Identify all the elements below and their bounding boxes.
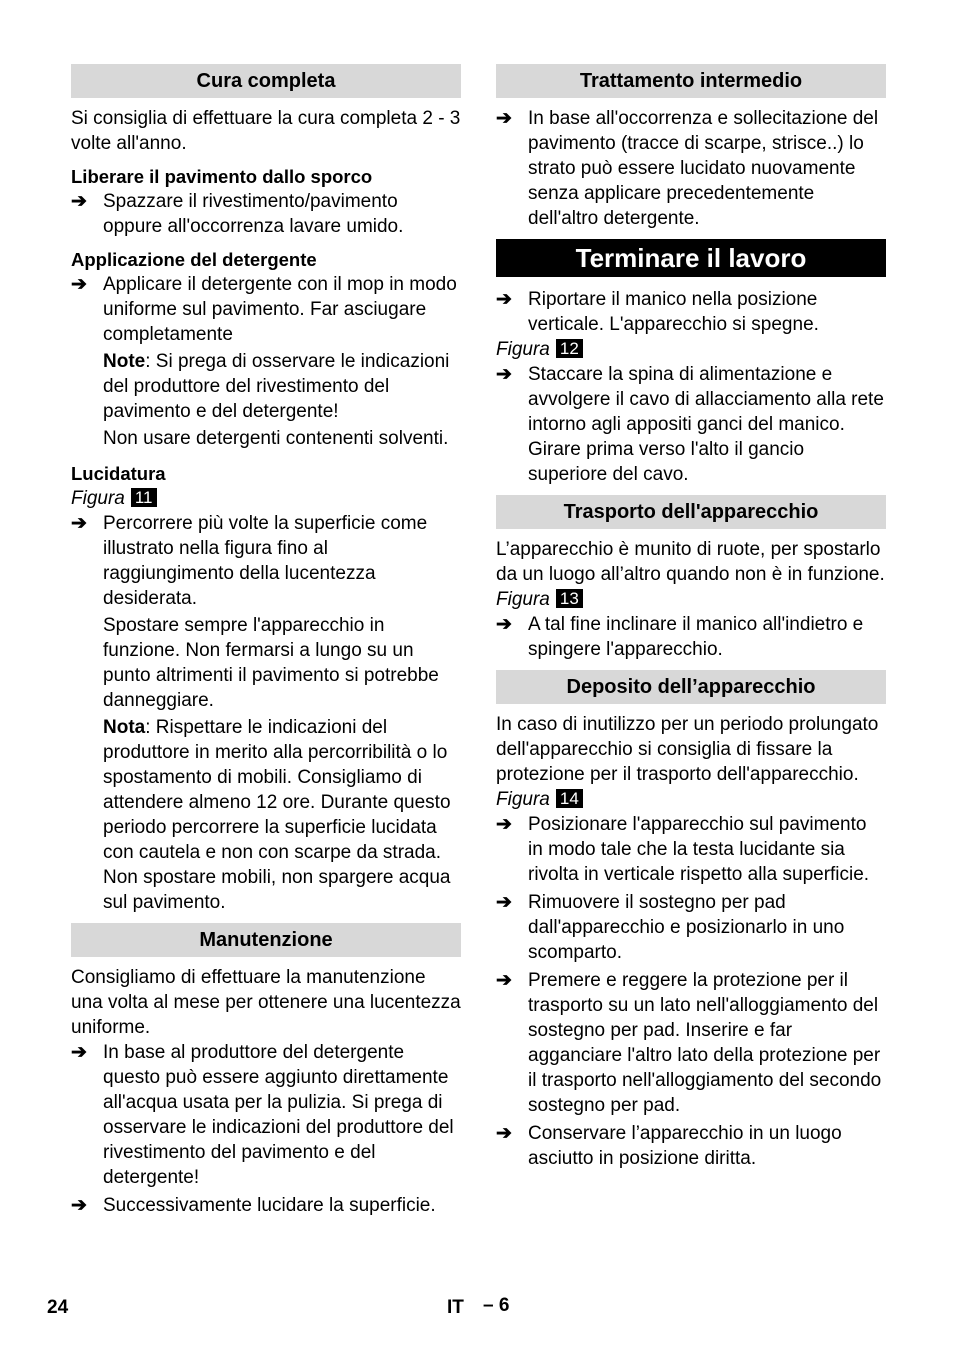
arrow-right-icon: ➔	[71, 191, 87, 212]
subheading: Applicazione del detergente	[71, 249, 317, 270]
figure-number-badge: 13	[556, 589, 583, 608]
section-heading-cura-completa: Cura completa	[71, 64, 461, 98]
left-column	[71, 64, 461, 1218]
arrow-right-icon: ➔	[496, 614, 512, 635]
list-item: ➔ Rimuovere il sostegno per pad dall'apparecchio e posizionarlo in uno scomparto.	[496, 892, 845, 963]
arrow-right-icon: ➔	[496, 108, 512, 129]
paragraph: In caso di inutilizzo per un periodo prolungato dell'apparecchio si consiglia di fissare la protezione per il trasporto dell'apparecchio.	[496, 714, 879, 785]
figure-reference: Figura 14	[496, 787, 886, 812]
arrow-right-icon: ➔	[496, 970, 512, 991]
list-item: ➔ In base all'occorrenza e sollecitazione del pavimento (tracce di scarpe, strisce..) lo strato può essere lucidato nuovamente senza applicare precedentemente dell'altro detergente.	[496, 108, 879, 229]
list-item: ➔ Staccare la spina di alimentazione e avvolgere il cavo di allacciamento alla rete intorno agli appositi ganci del manico. Girare prima verso l'alto il gancio superiore del cavo.	[496, 364, 884, 485]
paragraph: Si consiglia di effettuare la cura completa 2 - 3 volte all'anno.	[71, 108, 461, 154]
list-item: ➔ Spazzare il rivestimento/pavimento oppure all'occorrenza lavare umido.	[71, 191, 404, 237]
list-item: ➔ Percorrere più volte la superficie come illustrato nella figura fino al raggiungimento della lucentezza desiderata.	[71, 513, 428, 609]
list-item: ➔ Conservare l’apparecchio in un luogo asciutto in posizione diritta.	[496, 1123, 842, 1169]
paragraph: Non usare detergenti contenenti solventi.	[103, 428, 449, 449]
arrow-right-icon: ➔	[496, 289, 512, 310]
paragraph: L’apparecchio è munito di ruote, per spostarlo da un luogo all’altro quando non è in funzione.	[496, 539, 885, 585]
figure-reference: Figura 12	[496, 337, 886, 362]
list-item: ➔ Riportare il manico nella posizione verticale. L'apparecchio si spegne.	[496, 289, 819, 335]
sub-page-number: – 6	[483, 1295, 510, 1316]
figure-number-badge: 12	[556, 339, 583, 358]
figure-number-badge: 14	[556, 789, 583, 808]
note: Note: Si prega di osservare le indicazioni del produttore del rivestimento del pavimento e del detergente!	[103, 351, 450, 422]
section-heading-manutenzione: Manutenzione	[71, 923, 461, 957]
chapter-heading-terminare: Terminare il lavoro	[496, 239, 886, 277]
right-column	[496, 64, 886, 1171]
arrow-right-icon: ➔	[71, 274, 87, 295]
list-item: ➔ A tal fine inclinare il manico all'indietro e spingere l'apparecchio.	[496, 614, 864, 660]
section-heading-trasporto: Trasporto dell'apparecchio	[496, 495, 886, 529]
section-heading-deposito: Deposito dell’apparecchio	[496, 670, 886, 704]
list-item: ➔ Successivamente lucidare la superficie.	[71, 1195, 436, 1216]
arrow-right-icon: ➔	[71, 1195, 87, 1216]
list-item: ➔ Premere e reggere la protezione per il trasporto su un lato nell'alloggiamento del sostegno per pad. Inserire e far agganciare l'altro lato della protezione per il trasporto nell'alloggiamento del secondo sostegno per pad.	[496, 970, 882, 1116]
note: Nota: Rispettare le indicazioni del produttore in merito alla percorribilità o lo spostamento di mobili. Consigliamo di attendere almeno 12 ore. Durante questo periodo percorrere la superficie lucidata con cautela e non con scarpe da strada. Non spostare mobili, non spargere acqua sul pavimento.	[103, 717, 451, 913]
arrow-right-icon: ➔	[496, 1123, 512, 1144]
arrow-right-icon: ➔	[496, 814, 512, 835]
figure-reference: Figura 11	[71, 486, 461, 511]
arrow-right-icon: ➔	[71, 513, 87, 534]
list-item: ➔ Posizionare l'apparecchio sul pavimento in modo tale che la testa lucidante sia rivolta in verticale rispetto alla superficie.	[496, 814, 870, 885]
arrow-right-icon: ➔	[71, 1042, 87, 1063]
language-code: IT	[447, 1297, 464, 1318]
arrow-right-icon: ➔	[496, 892, 512, 913]
paragraph: Spostare sempre l'apparecchio in funzione. Non fermarsi a lungo su un punto altrimenti il pavimento si potrebbe danneggiare.	[103, 615, 439, 711]
page-number: 24	[47, 1297, 69, 1318]
figure-number-badge: 11	[131, 488, 157, 507]
subheading: Lucidatura	[71, 463, 166, 484]
list-item: ➔ Applicare il detergente con il mop in modo uniforme sul pavimento. Far asciugare completamente	[71, 274, 457, 345]
paragraph: Consigliamo di effettuare la manutenzione una volta al mese per ottenere una lucentezza uniforme.	[71, 967, 461, 1038]
list-item: ➔ In base al produttore del detergente questo può essere aggiunto direttamente all'acqua usata per la pulizia. Si prega di osservare le indicazioni del produttore del rivestimento del pavimento e del detergente!	[71, 1042, 454, 1188]
section-heading-trattamento: Trattamento intermedio	[496, 64, 886, 98]
subheading: Liberare il pavimento dallo sporco	[71, 166, 373, 187]
figure-reference: Figura 13	[496, 587, 886, 612]
arrow-right-icon: ➔	[496, 364, 512, 385]
